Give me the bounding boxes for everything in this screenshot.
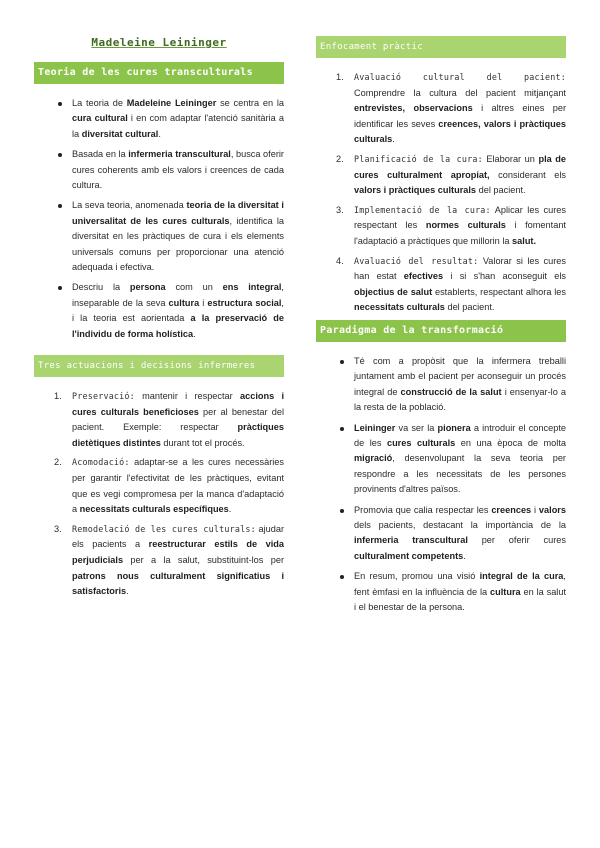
bold-term: efectives (403, 271, 444, 282)
right-column (316, 36, 566, 620)
section-heading-transformation-paradigm: Paradigma de la transformació (316, 320, 566, 342)
nursing-actions-list (34, 389, 284, 600)
text-run: Promovia que calia respectar les (354, 504, 492, 515)
text-run: Aplicar les cures respectant les (354, 204, 566, 231)
text-run: i si s'han aconseguit els (443, 271, 566, 282)
numbered-item (316, 203, 566, 250)
list-item (316, 569, 566, 615)
text-run: va ser la (395, 422, 438, 433)
bold-term: estructura social (207, 297, 282, 308)
list-item (34, 198, 284, 275)
text-run: i (531, 504, 539, 515)
numbered-item (316, 152, 566, 199)
numbered-item (34, 455, 284, 517)
text-run: per oferir cures (467, 535, 566, 546)
bold-term: ens integral (222, 282, 282, 293)
bold-term: creences (491, 504, 532, 515)
bold-term: pràctiques dietètiques distintes (72, 422, 284, 448)
bold-term: cultura (168, 297, 200, 308)
bold-term: necessitats culturals específiques (79, 504, 229, 515)
text-run: Comprendre la cultura del pacient mitjançant (354, 87, 566, 98)
text-run: per al benestar del pacient. Exemple: respectar (72, 406, 285, 433)
text-run: Descriu la (72, 282, 130, 293)
item-heading: Avaluació del resultat: (354, 255, 479, 266)
numbered-item (34, 389, 284, 451)
item-heading: Preservació: (72, 391, 135, 402)
section-heading-transcultural-theory: Teoria de les cures transculturals (34, 62, 284, 84)
text-run: , identifica la diversitat en les pràctiques de cura i els elements universals comuns per proporcionar una atenció adequada i efectiva. (72, 215, 284, 273)
text-run: i en com adaptar l'atenció sanitària a la (72, 113, 284, 139)
section-heading-nursing-actions: Tres actuacions i decisions infermeres (34, 355, 284, 377)
text-run: com un (165, 282, 223, 293)
list-item (316, 354, 566, 416)
text-run: Basada en la (72, 149, 129, 160)
bold-term: infermeria transcultural (128, 149, 231, 160)
text-run: en la salut i el benestar de la persona. (354, 586, 567, 612)
bold-term: pla de cures culturalment apropiat, (354, 153, 567, 180)
bold-term: pionera (437, 422, 471, 433)
text-run: i ensenyar-lo a la resta de la població. (354, 386, 566, 413)
section-heading-practical-approach: Enfocament pràctic (316, 36, 566, 58)
text-run: La seva teoria, anomenada (72, 200, 187, 211)
text-run: En resum, promou una visió (354, 571, 480, 582)
bold-term: cures culturals (386, 437, 456, 448)
text-run: . (392, 134, 395, 145)
text-run: i fomentant l'adaptació a pràctiques que millorin la (354, 220, 566, 246)
text-run: , i la teoria est aorientada (72, 297, 284, 324)
text-run: . (158, 128, 161, 139)
bold-term: objectius de salut (354, 286, 433, 297)
bold-term: construcció de la salut (400, 386, 502, 397)
item-heading: Remodelació de les cures culturals: (72, 523, 256, 534)
item-number: 1. (54, 391, 62, 402)
text-run: . (126, 586, 129, 597)
item-heading: Acomodació: (72, 457, 130, 468)
bold-term: diversitat cultural (81, 128, 159, 139)
numbered-item (316, 254, 566, 316)
text-run: del pacient. (444, 302, 495, 313)
item-number: 3. (54, 523, 62, 534)
list-item (34, 280, 284, 342)
text-run: , busca oferir cures coherents amb els valors i creences de cada cultura. (72, 149, 284, 191)
text-run: i (199, 297, 208, 308)
text-run: . (463, 550, 466, 561)
bold-term: accions i cures culturals beneficioses (72, 391, 284, 417)
text-run: La teoria de (72, 98, 127, 108)
item-heading: Implementació de la cura: (354, 204, 491, 215)
document-title: Madeleine Leininger (91, 36, 227, 49)
item-heading: Avaluació cultural del pacient: (354, 72, 566, 82)
list-item (316, 503, 566, 565)
numbered-item (34, 522, 284, 600)
bold-term: migració (354, 453, 393, 464)
text-run: , desenvolupant la seva teoria per respondre a les necessitats de les persones provinents d'altres països. (354, 453, 566, 495)
practical-approach-list (316, 70, 566, 316)
bold-term: cura cultural (72, 113, 128, 124)
left-column (34, 36, 284, 604)
bold-term: creences, valors i pràctiques culturals (354, 118, 566, 145)
bold-term: cultura (490, 586, 521, 597)
bold-term: salut. (512, 235, 537, 246)
text-run: durant tot el procés. (160, 437, 245, 448)
text-run: establerts, respectant alhora les (432, 286, 566, 297)
bold-term: valors (538, 504, 566, 515)
text-run: considerant els (489, 169, 566, 180)
bold-term: infermeria transcultural (354, 535, 468, 546)
bold-term: valors i pràctiques culturals (354, 185, 477, 196)
bold-term: Leininger (354, 422, 396, 433)
text-run: , fent èmfasi en la influència de la (354, 571, 566, 597)
list-item (316, 421, 566, 498)
text-run: ajudar els pacients a (72, 523, 285, 550)
text-run: en una època de molta (455, 437, 566, 448)
numbered-item (316, 70, 566, 148)
bold-term: patrons nous culturalment significatius i satisfactoris (72, 570, 284, 597)
item-number: 2. (336, 153, 344, 164)
item-number: 1. (336, 72, 344, 82)
item-number: 3. (336, 204, 344, 215)
item-heading: Planificació de la cura: (354, 153, 483, 164)
text-run: Valorar si les cures han estat (354, 255, 566, 282)
text-run: a introduir el concepte de les (354, 422, 567, 448)
bold-term: normes culturals (425, 220, 506, 231)
item-number: 2. (54, 457, 62, 468)
bold-term: Madeleine Leininger (126, 98, 217, 108)
text-run: dels pacients, destacant la importància de la (354, 519, 566, 530)
bold-term: teoria de la diversitat i universalitat de les cures culturals (72, 200, 284, 226)
bold-term: entrevistes, observacions (354, 103, 473, 114)
text-run: Elaborar un (482, 153, 539, 164)
text-run: se centra en la (216, 98, 284, 108)
text-run: , inseparable de la seva (72, 282, 284, 308)
text-run: mantenir i respectar (134, 391, 240, 402)
bold-term: a la preservació de l'individu de forma holística (72, 313, 284, 339)
transformation-paradigm-list (316, 354, 566, 616)
text-run: adaptar-se a les cures necessàries per garantir l'efectivitat de les pràctiques, evitant que es vegi compromesa per la manca d'adaptació a (72, 457, 284, 515)
list-item (34, 96, 284, 142)
text-run: Té com a propòsit que la infermera treballi juntament amb el pacient per aconseguir un procés integral de (354, 355, 566, 397)
text-run: del pacient. (476, 185, 526, 196)
text-run: i altres eines per identificar les seves (354, 103, 567, 129)
transcultural-theory-list (34, 96, 284, 342)
item-number: 4. (336, 255, 344, 266)
bold-term: culturalment competents (354, 550, 464, 561)
text-run: . (193, 328, 196, 339)
bold-term: reestructurar estils de vida perjudicials (72, 539, 284, 566)
bold-term: necessitats culturals (354, 302, 445, 313)
list-item (34, 147, 284, 193)
text-run: per a la salut, substituint-los per (123, 555, 284, 566)
bold-term: persona (129, 282, 166, 293)
text-run: . (228, 504, 232, 515)
bold-term: integral de la cura (479, 571, 564, 582)
